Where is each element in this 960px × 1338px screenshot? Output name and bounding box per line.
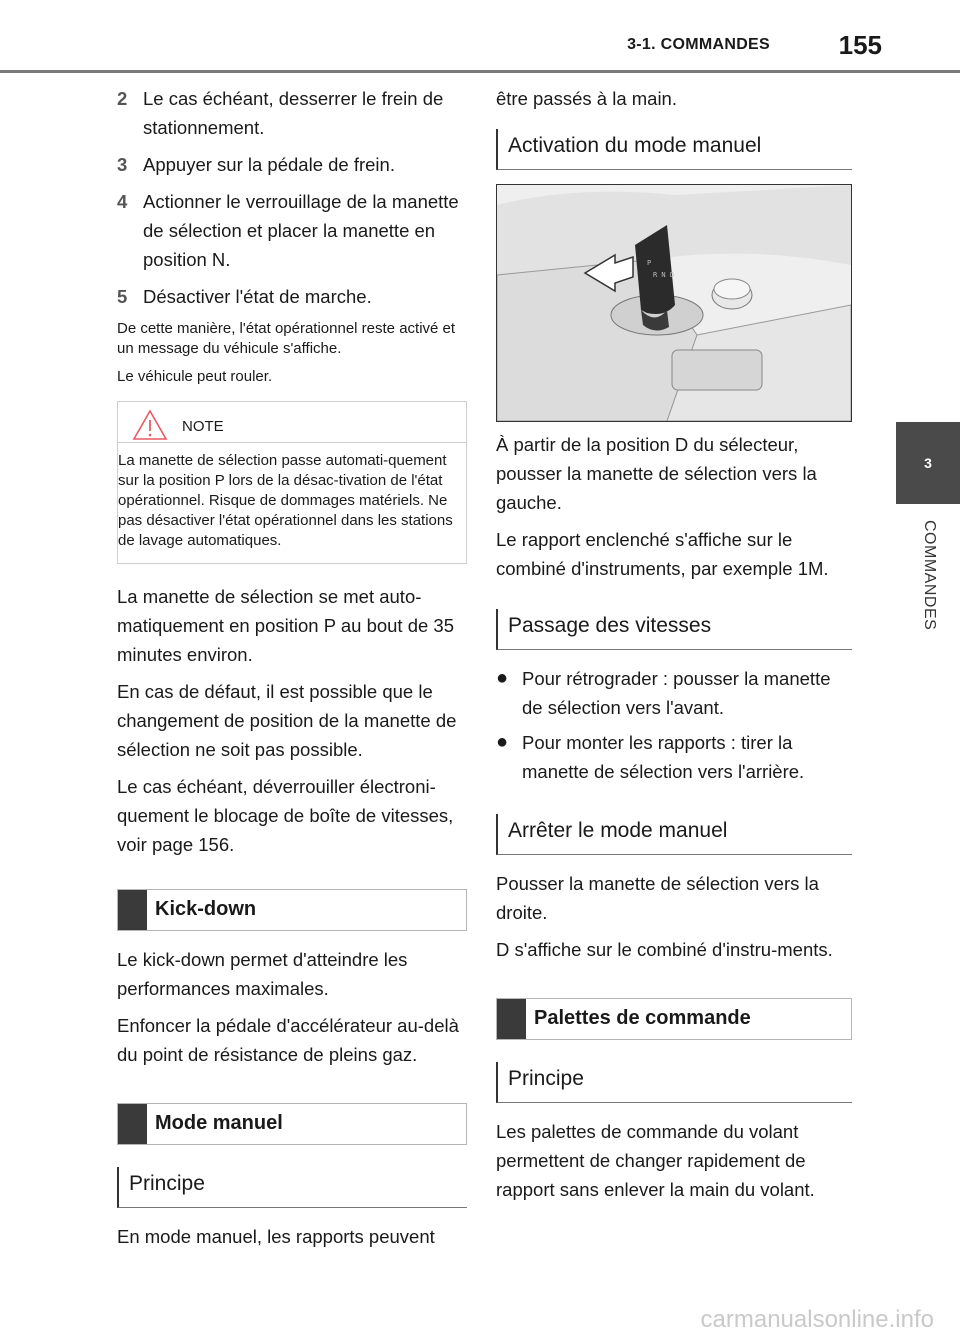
- list-item-text: Pour monter les rapports : tirer la manette de sélection vers l'arrière.: [522, 732, 805, 782]
- heading-text: Palettes de commande: [534, 1007, 751, 1029]
- svg-text:R N D: R N D: [653, 271, 675, 279]
- step-item: [117, 187, 467, 274]
- heading-text: Kick-down: [155, 898, 257, 920]
- principle-subheading: Principe: [496, 1062, 852, 1103]
- note-box: [117, 401, 467, 564]
- step-number: 3: [117, 154, 128, 175]
- shifting-subheading: Passage des vitesses: [496, 609, 852, 650]
- bullet-icon: ●: [496, 731, 509, 753]
- right-column: [496, 84, 852, 1212]
- info-paragraph: Le véhicule peut rouler.: [117, 368, 273, 385]
- step-number: 5: [117, 286, 128, 307]
- list-item-text: Pour rétrograder : pousser la manette de sélection vers l'avant.: [522, 668, 831, 718]
- section-title: 3-1. COMMANDES: [627, 36, 770, 53]
- paragraph: Le kick-down permet d'atteindre les performances maximales.: [117, 949, 408, 999]
- paragraph: Pousser la manette de sélection vers la droite.: [496, 873, 819, 923]
- step-item: [117, 282, 467, 311]
- page-number: 155: [838, 30, 882, 60]
- paragraph: En mode manuel, les rapports peuvent: [117, 1226, 435, 1247]
- list-item: [496, 664, 852, 722]
- paragraph: Enfoncer la pédale d'accélérateur au-delà du point de résistance de pleins gaz.: [117, 1015, 459, 1065]
- paragraph: La manette de sélection se met auto-matiquement en position P au bout de 35 minutes environ.: [117, 586, 455, 665]
- paragraph: Les palettes de commande du volant permettent de changer rapidement de rapport sans enlever la main du volant.: [496, 1121, 815, 1200]
- chapter-tab[interactable]: [896, 422, 960, 504]
- watermark-text: carmanualsonline.info: [700, 1306, 934, 1333]
- paddles-heading: [496, 998, 852, 1040]
- step-text: Désactiver l'état de marche.: [143, 286, 372, 307]
- heading-bar: [118, 890, 147, 930]
- step-text: Le cas échéant, desserrer le frein de stationnement.: [143, 88, 444, 138]
- chapter-label: COMMANDES: [921, 520, 938, 631]
- header-rule: [0, 70, 960, 73]
- heading-text: Mode manuel: [155, 1112, 283, 1134]
- activation-subheading: Activation du mode manuel: [496, 129, 852, 170]
- paragraph: Le cas échéant, déverrouiller électroni-quement le blocage de boîte de vitesses, voir page 156.: [117, 776, 454, 855]
- chapter-number: 3: [924, 455, 932, 471]
- note-text: La manette de sélection passe automati-quement sur la position P lors de la désac-tivation de l'état opérationnel. Risque de dommages matériels. Ne pas désactiver l'état opérationnel dans les stations de lavage automatiques.: [118, 452, 453, 549]
- left-column: [117, 84, 467, 1259]
- paragraph: À partir de la position D du sélecteur, pousser la manette de sélection vers la gauche.: [496, 434, 817, 513]
- list-item: [496, 728, 852, 786]
- warning-triangle-icon: [132, 408, 168, 442]
- kickdown-heading: [117, 889, 467, 931]
- paragraph: Le rapport enclenché s'affiche sur le combiné d'instruments, par exemple 1M.: [496, 529, 829, 579]
- step-item: [117, 84, 467, 142]
- heading-bar: [497, 999, 526, 1039]
- heading-bar: [118, 1104, 147, 1144]
- principle-subheading: Principe: [117, 1167, 467, 1208]
- step-item: [117, 150, 467, 179]
- paragraph: être passés à la main.: [496, 88, 677, 109]
- note-header: [118, 402, 466, 443]
- step-text: Appuyer sur la pédale de frein.: [143, 154, 395, 175]
- paragraph: D s'affiche sur le combiné d'instru-ments.: [496, 939, 833, 960]
- paragraph: En cas de défaut, il est possible que le changement de position de la manette de sélection ne soit pas possible.: [117, 681, 457, 760]
- svg-text:P: P: [647, 259, 652, 267]
- bullet-icon: ●: [496, 667, 509, 689]
- gear-selector-illustration: [496, 184, 852, 422]
- info-paragraph: De cette manière, l'état opérationnel reste activé et un message du véhicule s'affiche.: [117, 320, 456, 357]
- manual-mode-heading: [117, 1103, 467, 1145]
- step-text: Actionner le verrouillage de la manette de sélection et placer la manette en position N.: [143, 191, 459, 270]
- stop-manual-subheading: Arrêter le mode manuel: [496, 814, 852, 855]
- gear-selector-drawing: [497, 185, 851, 421]
- step-number: 2: [117, 88, 128, 109]
- step-number: 4: [117, 191, 128, 212]
- note-label: NOTE: [182, 418, 224, 435]
- bullet-list: [496, 664, 852, 786]
